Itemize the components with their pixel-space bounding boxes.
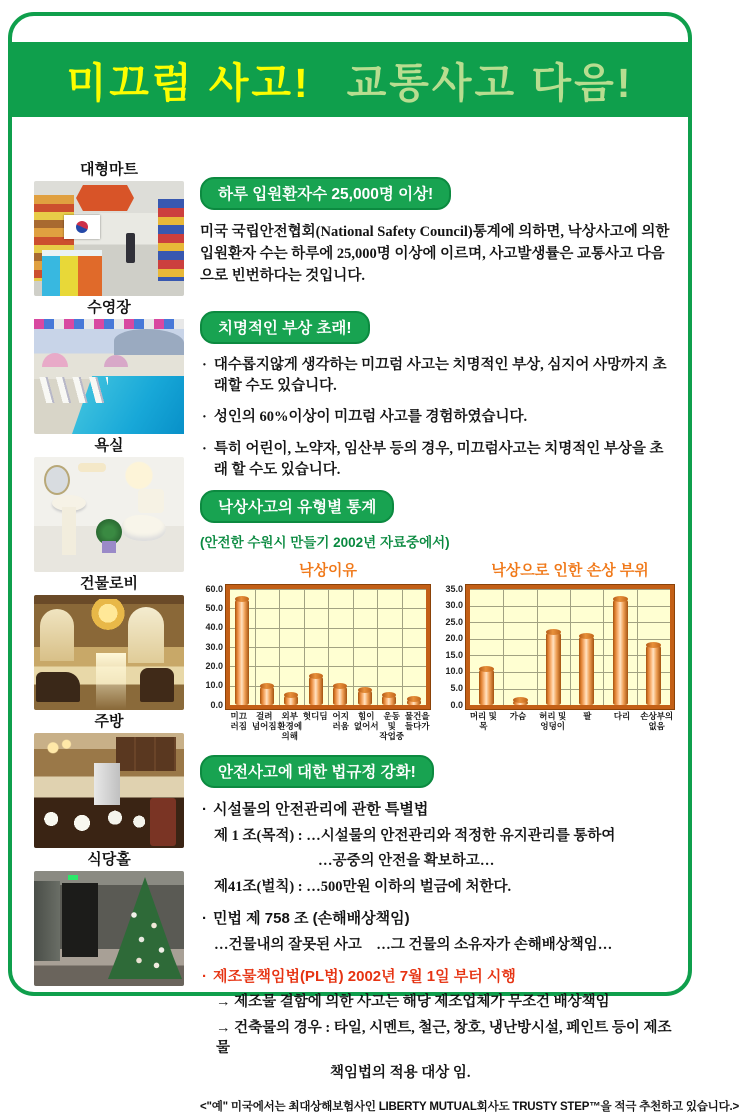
bar <box>309 676 323 705</box>
y-tick-label: 20.0 <box>445 633 463 644</box>
photo-label: 욕실 <box>94 437 124 454</box>
photo-pool <box>34 319 184 434</box>
law-line: → 제조물 결함에 의한 사고는 해당 제조업체가 무조건 배상책임 <box>216 994 610 1011</box>
badge-law-reinforcement: 안전사고에 대한 법규정 강화! <box>200 755 434 788</box>
bar <box>235 599 249 705</box>
bar <box>358 690 372 705</box>
section-fatal-injury <box>200 311 676 480</box>
x-axis-labels <box>466 712 674 732</box>
x-tick-label: 미끄 러짐 <box>230 711 247 731</box>
section-fall-statistics <box>200 490 676 741</box>
y-tick-label: 10.0 <box>445 666 463 677</box>
y-tick-label: 20.0 <box>205 660 223 671</box>
sidebar-item <box>34 575 184 710</box>
section-law-reinforcement <box>200 755 739 1113</box>
chart-fall-reasons <box>200 559 430 741</box>
law-line: · 시설물의 안전관리에 관한 특별법 <box>202 801 429 819</box>
y-tick-label: 0.0 <box>450 699 463 710</box>
bar <box>613 599 628 705</box>
chart-title-injured-parts: 낙상으로 인한 손상 부위 <box>491 562 649 580</box>
y-tick-label: 5.0 <box>450 683 463 694</box>
liberty-mutual-note: <"예" 미국에서는 최대상해보험사인 LIBERTY MUTUAL회사도 TRUSTY STEP™을 적극 추천하고 있습니다.> <box>200 1100 739 1113</box>
photo-label: 건물로비 <box>80 575 138 592</box>
photo-lobby <box>34 595 184 710</box>
y-tick-label: 25.0 <box>445 616 463 627</box>
badge-fall-statistics: 낙상사고의 유형별 통계 <box>200 490 394 523</box>
section-daily-patients <box>200 177 676 287</box>
data-source-note: (안전한 수원시 만들기 2002년 자료중에서) <box>200 535 450 551</box>
bar <box>382 695 396 705</box>
chart-injured-parts <box>440 559 674 741</box>
x-tick-label: 힘이 없어서 <box>353 711 379 731</box>
badge-fatal-injury: 치명적인 부상 초래! <box>200 311 370 344</box>
y-tick-label: 30.0 <box>205 641 223 652</box>
law-line: 책임법의 적용 대상 임. <box>330 1065 471 1082</box>
law-line: …건물내의 잘못된 사고 …그 건물의 소유자가 손해배상책임… <box>214 936 613 953</box>
photo-label: 대형마트 <box>80 161 138 178</box>
law-line: 제 1 조(목적) : …시설물의 안전관리와 적정한 유지관리를 통하여 <box>214 827 616 844</box>
sidebar-item <box>34 437 184 572</box>
bar <box>579 636 594 706</box>
x-axis-labels <box>226 712 430 741</box>
photo-supermarket <box>34 181 184 296</box>
y-tick-label: 35.0 <box>445 583 463 594</box>
bar <box>646 645 661 705</box>
bar <box>284 695 298 705</box>
main-column <box>200 177 739 1114</box>
y-axis <box>200 585 226 741</box>
y-tick-label: 40.0 <box>205 622 223 633</box>
sidebar-item <box>34 851 184 986</box>
photo-kitchen <box>34 733 184 848</box>
x-tick-label: 허리 및 엉덩이 <box>539 711 567 731</box>
x-tick-label: 다리 <box>613 711 631 722</box>
x-tick-label: 외부 환경에 의해 <box>277 711 303 741</box>
title-slip-accident: 미끄럼 사고! <box>66 60 311 106</box>
x-tick-label: 머리 및 목 <box>469 711 497 731</box>
photo-label: 수영장 <box>87 299 131 316</box>
y-tick-label: 10.0 <box>205 680 223 691</box>
law-line: 제41조(벌칙) : …500만원 이하의 벌금에 처한다. <box>214 878 512 895</box>
plot-area <box>230 589 426 705</box>
sidebar <box>34 161 184 989</box>
bar <box>479 669 494 705</box>
plot-area <box>470 589 670 705</box>
bullet-item: · 성인의 60%이상이 미끄럼 사고를 경험하였습니다. <box>202 409 528 426</box>
header-banner <box>12 42 688 117</box>
x-tick-label: 물건을 들다가 <box>404 711 430 731</box>
x-tick-label: 걸려 넘어짐 <box>251 711 277 731</box>
badge-daily-patients: 하루 입원환자수 25,000명 이상! <box>200 177 451 210</box>
y-tick-label: 0.0 <box>210 699 223 710</box>
photo-label: 주방 <box>94 713 124 730</box>
photo-bathroom <box>34 457 184 572</box>
x-tick-label: 헛디딤 <box>302 711 328 722</box>
bar <box>546 632 561 705</box>
paragraph-nsc-stats: 미국 국립안전협회(National Safety Council)통계에 의하면, 낙상사고에 의한 입원환자 수는 하루에 25,000명 이상에 이르며, 사고발생률은 교통사고 다음으로 빈번하다는 것입니다. <box>200 224 670 284</box>
content <box>12 117 739 1113</box>
y-tick-label: 15.0 <box>445 649 463 660</box>
sidebar-item <box>34 299 184 434</box>
y-axis <box>440 585 466 732</box>
photo-hall <box>34 871 184 986</box>
charts-row <box>200 559 676 741</box>
law-line: · 제조물책임법(PL법) 2002년 7월 1일 부터 시행 <box>202 968 516 986</box>
bullet-item: · 특히 어린이, 노약자, 임산부 등의 경우, 미끄럼사고는 치명적인 부상을 초래 할 수도 있습니다. <box>202 440 664 478</box>
law-lines <box>200 800 676 1083</box>
bar <box>407 699 421 705</box>
bar <box>513 700 528 705</box>
x-tick-label: 운동 및 작업중 <box>379 711 405 741</box>
x-tick-label: 팔 <box>583 711 592 722</box>
injury-bullets <box>200 355 676 480</box>
x-tick-label: 가슴 <box>509 711 527 722</box>
law-line: …공중의 안전을 확보하고… <box>318 853 495 870</box>
law-line: · 민법 제 758 조 (손해배상책임) <box>202 910 410 928</box>
photo-label: 식당홀 <box>87 851 131 868</box>
sidebar-item <box>34 161 184 296</box>
y-tick-label: 60.0 <box>205 583 223 594</box>
chart-title-fall-reasons: 낙상이유 <box>299 562 357 580</box>
x-tick-label: 어지 러움 <box>332 711 349 731</box>
bar <box>260 686 274 705</box>
x-tick-label: 손상부의 없음 <box>640 711 674 731</box>
sidebar-item <box>34 713 184 848</box>
y-tick-label: 30.0 <box>445 600 463 611</box>
title-after-traffic: 교통사고 다음! <box>346 60 634 106</box>
poster-frame <box>8 12 739 1113</box>
law-line: → 건축물의 경우 : 타일, 시멘트, 철근, 창호, 냉난방시설, 페인트 등이 제조물 <box>216 1020 672 1056</box>
y-tick-label: 50.0 <box>205 602 223 613</box>
bullet-item: · 대수롭지않게 생각하는 미끄럼 사고는 치명적인 부상, 심지어 사망까지 초래할 수도 있습니다. <box>202 357 667 394</box>
bar <box>333 686 347 705</box>
